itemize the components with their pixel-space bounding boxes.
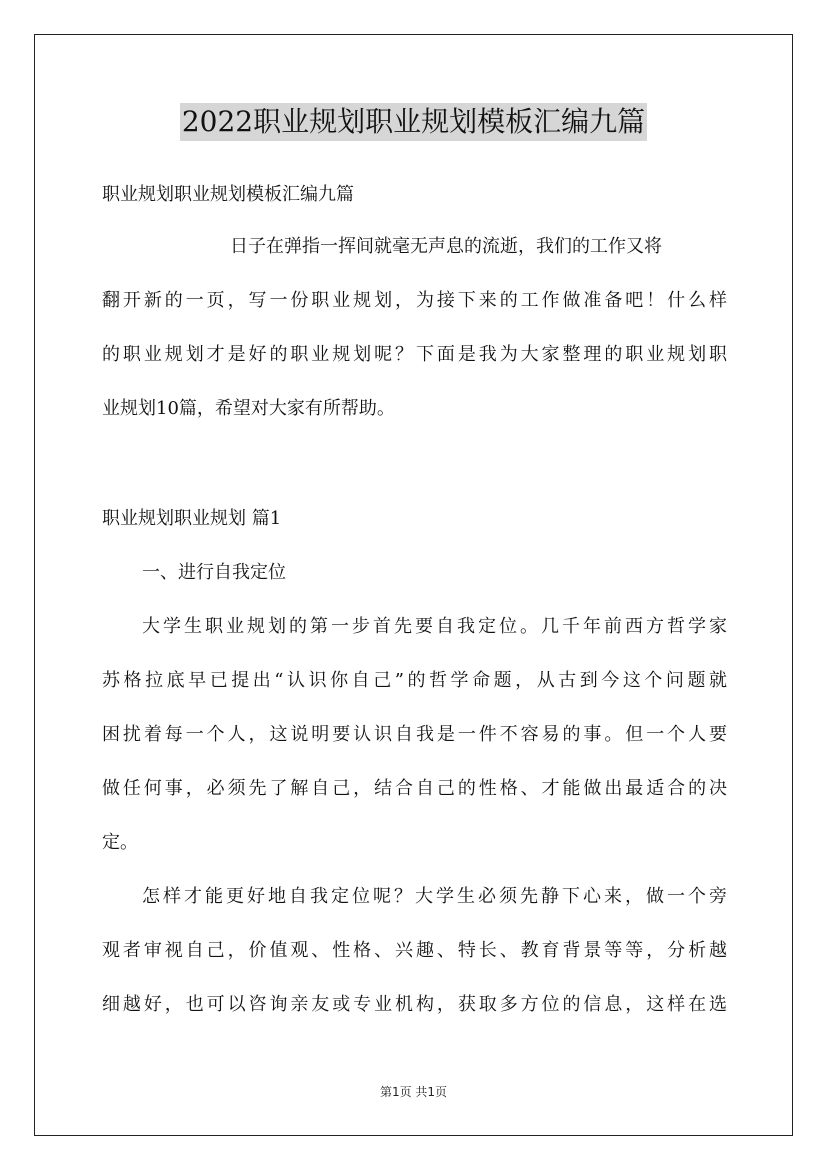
intro-line-3: 的职业规划才是好的职业规划呢？下面是我为大家整理的职业规划职	[102, 344, 727, 365]
title-container	[0, 103, 827, 141]
paragraph1-line-3: 困扰着每一个人，这说明要认识自我是一件不容易的事。但一个人要	[102, 724, 727, 745]
intro-line-2: 翻开新的一页，写一份职业规划，为接下来的工作做准备吧！什么样	[102, 290, 727, 311]
paragraph2-line-1: 怎样才能更好地自我定位呢？大学生必须先静下心来，做一个旁	[142, 886, 727, 907]
intro-line-1: 日子在弹指一挥间就毫无声息的流逝，我们的工作又将	[230, 236, 662, 257]
paragraph1-line-4: 做任何事，必须先了解自己，结合自己的性格、才能做出最适合的决	[102, 778, 727, 799]
page-footer: 第1页 共1页	[379, 1085, 448, 1099]
document-title: 2022职业规划职业规划模板汇编九篇	[180, 103, 647, 141]
section-heading: 职业规划职业规划 篇1	[102, 508, 282, 529]
document-subtitle: 职业规划职业规划模板汇编九篇	[102, 184, 354, 205]
paragraph1-line-2: 苏格拉底早已提出“认识你自己”的哲学命题，从古到今这个问题就	[102, 670, 727, 691]
paragraph1-line-1: 大学生职业规划的第一步首先要自我定位。几千年前西方哲学家	[142, 616, 727, 637]
intro-line-4: 业规划10篇，希望对大家有所帮助。	[102, 398, 395, 419]
subheading: 一、进行自我定位	[142, 562, 286, 583]
paragraph1-line-5: 定。	[102, 832, 138, 853]
paragraph2-line-2: 观者审视自己，价值观、性格、兴趣、特长、教育背景等等，分析越	[102, 940, 727, 961]
paragraph2-line-3: 细越好，也可以咨询亲友或专业机构，获取多方位的信息，这样在选	[102, 994, 727, 1015]
